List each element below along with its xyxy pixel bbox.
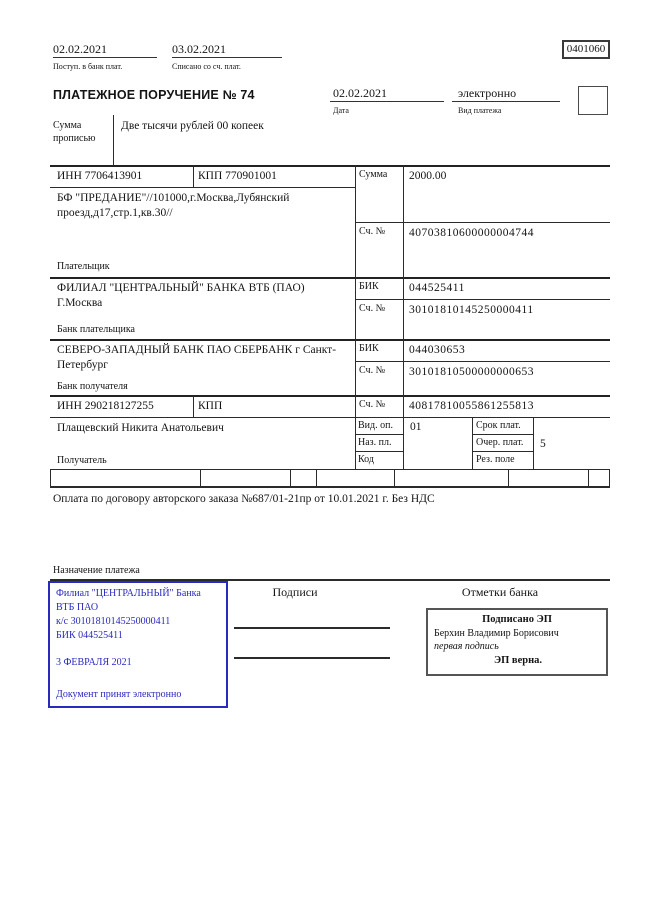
stamp-footer: Документ принят электронно [56,689,182,700]
table-border [355,434,403,435]
purpose-code-label: Наз. пл. [358,437,392,448]
received-in-bank-date: 02.02.2021 [53,42,157,58]
table-border [50,165,610,167]
stamp-bank-name-line1: Филиал "ЦЕНТРАЛЬНЫЙ" Банка [56,588,201,599]
table-border [200,469,201,488]
payer-bank-bik-label: БИК [359,281,379,292]
payer-bank-name: ФИЛИАЛ "ЦЕНТРАЛЬНЫЙ" БАНКА ВТБ (ПАО) Г.Москва [57,282,305,309]
op-type-value: 01 [410,421,422,433]
stamp-date: 3 ФЕВРАЛЯ 2021 [56,657,132,668]
debited-from-account-date: 03.02.2021 [172,42,282,58]
document-title: ПЛАТЕЖНОЕ ПОРУЧЕНИЕ № 74 [53,88,255,102]
table-border [472,451,533,452]
stamp-bank-name-line2: ВТБ ПАО [56,602,99,613]
table-border [50,339,610,341]
table-border [355,451,403,452]
payer-label: Плательщик [57,261,110,272]
signature-line-2 [234,657,390,659]
debited-from-account-label: Списано со сч. плат. [172,62,241,71]
e-signature-kind: первая подпись [434,641,499,652]
signature-line-1 [234,627,390,629]
payment-kind-label: Вид платежа [458,106,502,115]
payer-account: 40703810600000004744 [409,227,534,239]
reserve-field-label: Рез. поле [476,454,515,465]
table-border [50,417,610,418]
payee-kpp-label: КПП [198,400,223,412]
due-date-label: Срок плат. [476,420,521,431]
op-type-label: Вид. оп. [358,420,393,431]
table-border [193,395,194,417]
stamp-spacer [56,643,220,656]
payee-account-label: Сч. № [359,399,386,410]
table-border [355,222,610,223]
e-signature-title: Подписано ЭП [482,614,552,625]
table-border [50,395,610,397]
table-border [533,417,534,469]
code-label: Код [358,454,374,465]
received-in-bank-label: Поступ. в банк плат. [53,62,123,71]
table-border [588,469,589,488]
payer-bank-bik: 044525411 [409,282,465,294]
document-date-label: Дата [333,106,349,115]
bank-acceptance-stamp [48,581,228,708]
table-border [472,417,473,469]
table-border [316,469,317,488]
payer-account-label: Сч. № [359,226,386,237]
bank-marks-label: Отметки банка [461,585,539,599]
table-border [355,361,610,362]
payee-bank-account-label: Сч. № [359,365,386,376]
amount-value: 2000.00 [409,170,447,182]
payee-label: Получатель [57,455,107,466]
payee-bank-label: Банк получателя [57,381,128,392]
amount-words-divider [113,115,114,165]
tax-fields-row [50,469,610,488]
table-border [403,165,404,469]
document-date: 02.02.2021 [330,86,444,102]
payer-name: БФ "ПРЕДАНИЕ"//101000,г.Москва,Лубянский проезд,д17,стр.1,кв.30// [57,192,290,219]
priority-label: Очер. плат. [476,437,524,448]
table-border [50,277,610,279]
payment-purpose-label: Назначение платежа [53,565,140,576]
table-border [355,299,610,300]
amount-in-words-label: Сумма прописью [53,120,96,144]
payment-kind: электронно [452,86,560,102]
stamp-corr-account: к/с 30101810145250000411 [56,616,171,627]
table-border [508,469,509,488]
payee-bank-account: 30101810500000000653 [409,366,534,378]
e-signature-verified: ЭП верна. [494,654,543,666]
table-border [193,165,194,187]
payment-purpose-text: Оплата по договору авторского заказа №687/01-21пр от 10.01.2021 г. Без НДС [53,493,435,505]
payee-bank-name: СЕВЕРО-ЗАПАДНЫЙ БАНК ПАО СБЕРБАНК г Санкт-Петербург [57,344,337,371]
table-border [355,165,356,469]
e-signature-box [426,608,608,676]
stamp-bik: БИК 044525411 [56,630,123,641]
form-code-box: 0401060 [562,40,610,59]
payee-bank-bik: 044030653 [409,344,466,356]
payer-bank-account: 30101810145250000411 [409,304,534,316]
priority-value: 5 [540,438,546,450]
amount-label: Сумма [359,169,388,180]
table-border [50,187,355,188]
table-border [472,434,533,435]
payer-bank-account-label: Сч. № [359,303,386,314]
payee-account: 40817810055861255813 [409,400,534,412]
amount-in-words-value: Две тысячи рублей 00 копеек [121,120,264,132]
signatures-label: Подписи [272,585,318,599]
e-signature-signer: Берхин Владимир Борисович [434,627,559,639]
payee-inn: ИНН 290218127255 [57,400,154,412]
payer-kpp: КПП 770901001 [198,170,277,182]
table-border [290,469,291,488]
table-border [394,469,395,488]
payer-inn: ИНН 7706413901 [57,170,143,182]
payee-name: Плащевский Никита Анатольевич [57,422,224,434]
payer-bank-label: Банк плательщика [57,324,135,335]
status-field-box [578,86,608,115]
payee-bank-bik-label: БИК [359,343,379,354]
